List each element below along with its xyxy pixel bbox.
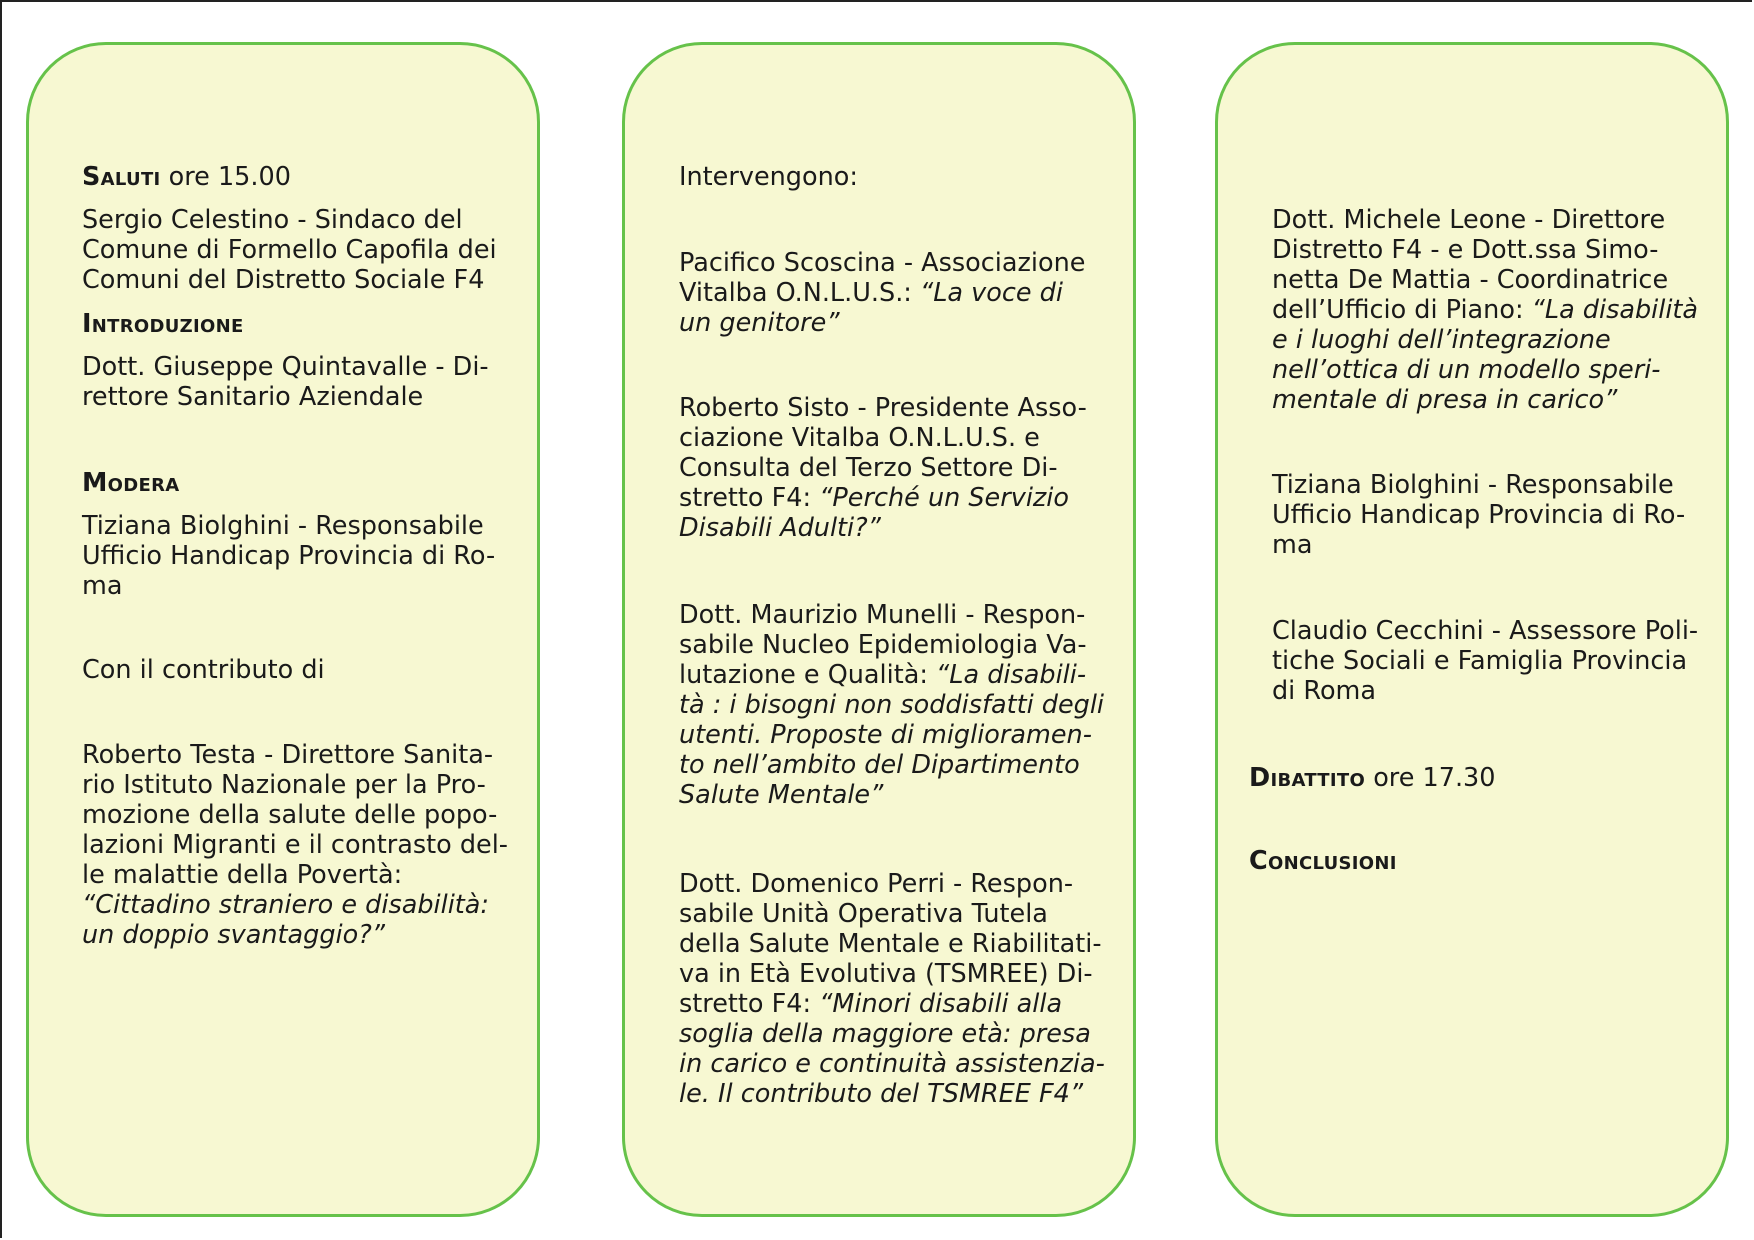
modera-body-line: Tiziana Biolghini - Responsabile [82, 511, 484, 541]
perri-line: della Salute Mentale e Riabilitati- [679, 929, 1102, 959]
munelli-line: Salute Mentale” [679, 780, 884, 810]
dibattito-heading: Dibattito [1249, 763, 1366, 793]
perri-line: va in Età Evolutiva (TSMREE) Di- [679, 959, 1093, 989]
intro-body-line: rettore Sanitario Aziendale [82, 382, 424, 412]
cecchini-line: tiche Sociali e Famiglia Provincia [1272, 646, 1688, 676]
cecchini-line: di Roma [1272, 676, 1377, 706]
intervengono-label: Intervengono: [679, 162, 858, 192]
munelli-line: utenti. Proposte di miglioramen- [679, 720, 1092, 750]
leone-line: dell’Ufficio di Piano: “La disabilità [1272, 295, 1699, 325]
perri-line: stretto F4: “Minori disabili alla [679, 989, 1063, 1019]
sisto-line: ciazione Vitalba O.N.L.U.S. e [679, 423, 1040, 453]
testa-line: le malattie della Povertà: [82, 860, 403, 890]
leone-line: mentale di presa in carico” [1272, 385, 1618, 415]
munelli-line: tà : i bisogni non soddisfatti degli [679, 690, 1104, 720]
testa-title-line: “Cittadino straniero e disabilità: [82, 890, 490, 920]
modera-body-line: Ufficio Handicap Provincia di Ro- [82, 541, 496, 571]
biolghini-line: ma [1272, 530, 1313, 560]
testa-line: Roberto Testa - Direttore Sanita- [82, 740, 494, 770]
testa-line: mozione della salute delle popo- [82, 800, 498, 830]
saluti-heading: Saluti [82, 162, 161, 192]
dibattito-time: ore 17.30 [1373, 763, 1496, 793]
saluti-body-line: Comuni del Distretto Sociale F4 [82, 265, 485, 295]
scoscina-line: un genitore” [679, 308, 840, 338]
perri-line: Dott. Domenico Perri - Respon- [679, 869, 1074, 899]
testa-line: lazioni Migranti e il contrasto del- [82, 830, 508, 860]
scoscina-line: Vitalba O.N.L.U.S.: “La voce di [679, 278, 1063, 308]
introduzione-heading: Introduzione [82, 309, 244, 339]
intro-body-line: Dott. Giuseppe Quintavalle - Di- [82, 352, 489, 382]
perri-line: sabile Unità Operativa Tutela [679, 899, 1048, 929]
perri-line: in carico e continuità assistenzia- [679, 1049, 1105, 1079]
dibattito-line [1249, 763, 1496, 794]
contributo-label: Con il contributo di [82, 655, 325, 685]
saluti-line [82, 162, 291, 193]
sisto-line: Roberto Sisto - Presidente Asso- [679, 393, 1087, 423]
modera-body-line: ma [82, 571, 123, 601]
conclusioni-heading: Conclusioni [1249, 846, 1397, 876]
saluti-body-line: Comune di Formello Capofila dei [82, 235, 497, 265]
perri-line: le. Il contributo del TSMREE F4” [679, 1079, 1084, 1109]
munelli-line: to nell’ambito del Dipartimento [679, 750, 1080, 780]
perri-line: soglia della maggiore età: presa [679, 1019, 1091, 1049]
testa-line: rio Istituto Nazionale per la Pro- [82, 770, 486, 800]
leone-line: Distretto F4 - e Dott.ssa Simo- [1272, 235, 1659, 265]
sisto-line: Disabili Adulti?” [679, 513, 881, 543]
leone-line: Dott. Michele Leone - Direttore [1272, 205, 1666, 235]
sisto-line: stretto F4: “Perché un Servizio [679, 483, 1069, 513]
biolghini-line: Ufficio Handicap Provincia di Ro- [1272, 500, 1686, 530]
munelli-line: sabile Nucleo Epidemiologia Va- [679, 630, 1087, 660]
modera-heading: Modera [82, 468, 180, 498]
biolghini-line: Tiziana Biolghini - Responsabile [1272, 470, 1674, 500]
leone-line: nell’ottica di un modello speri- [1272, 355, 1661, 385]
scoscina-line: Pacifico Scoscina - Associazione [679, 248, 1086, 278]
saluti-time: ore 15.00 [168, 162, 291, 192]
leone-line: netta De Mattia - Coordinatrice [1272, 265, 1669, 295]
munelli-line: Dott. Maurizio Munelli - Respon- [679, 600, 1086, 630]
sisto-line: Consulta del Terzo Settore Di- [679, 453, 1058, 483]
leone-line: e i luoghi dell’integrazione [1272, 325, 1611, 355]
testa-title-line: un doppio svantaggio?” [82, 920, 385, 950]
cecchini-line: Claudio Cecchini - Assessore Poli- [1272, 616, 1699, 646]
munelli-line: lutazione e Qualità: “La disabili- [679, 660, 1087, 690]
saluti-body-line: Sergio Celestino - Sindaco del [82, 205, 463, 235]
